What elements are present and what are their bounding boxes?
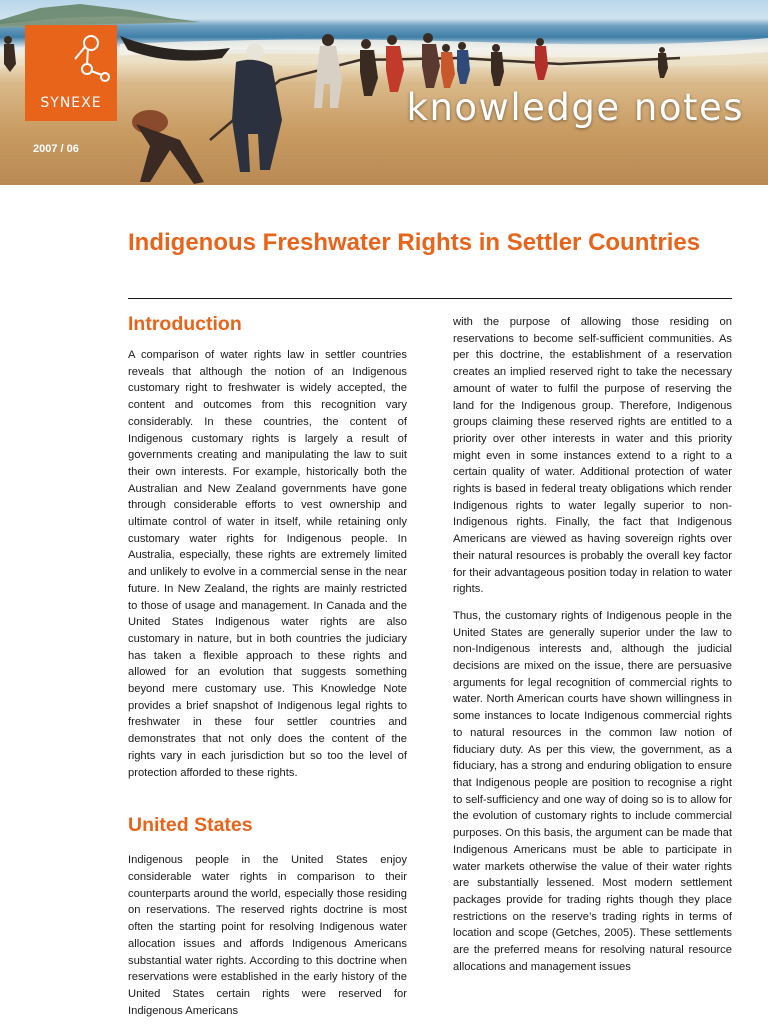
header-banner (0, 0, 768, 185)
synexe-logo (25, 25, 117, 121)
left-column (128, 311, 407, 1029)
united-states-heading: United States (128, 814, 253, 837)
introduction-heading: Introduction (128, 313, 242, 335)
page-title: Indigenous Freshwater Rights in Settler Countries (128, 229, 701, 256)
issue-number: 2007 / 06 (33, 143, 79, 155)
united-states-paragraph-1: Indigenous people in the United States enjoy considerable water rights in comparison to their counterparts around the world, especially those residing on reservations. The reserved rights doctrine is most often the starting point for resolving Indigenous water allocation issues and affords Indigenous Americans substantial water rights. According to this doctrine when reservations were established in the early history of the United States certain rights were reserved for Indigenous Americans (128, 854, 407, 1017)
series-title: knowledge notes (406, 86, 744, 129)
introduction-paragraph: A comparison of water rights law in settler countries reveals that although the notion of an Indigenous customary right to freshwater is widely accepted, the content and outcomes from this recognition vary considerably. In these countries, the content of Indigenous customary rights is largely a result of governments creating and manipulating the law to suit their own interests. For example, historically both the Australian and New Zealand governments have gone through considerable efforts to vest ownership and ultimate control of water in itself, while retaining only customary water rights for Indigenous people. In Australia, especially, these rights are extremely limited and unlikely to evolve in a commercial sense in the near future. In New Zealand, the rights are mainly restricted to those of usage and management. In Canada and the United States Indigenous water rights are also customary in nature, but in both countries the judiciary has taken a flexible approach to these rights and allowed for an evolution that suggests something beyond mere customary use. This Knowledge Note provides a brief snapshot of Indigenous legal rights to freshwater in these four settler countries and demonstrates that not only does the content of the rights vary in each jurisdiction but so too the level of protection afforded to these rights. (128, 349, 407, 779)
united-states-paragraph-1-continued: with the purpose of allowing those residing on reservations to become self-sufficient communities. As per this doctrine, the establishment of a reservation creates an implied reserved right to take the necessary amount of water to fulfil the purpose of reserving the land for the Indigenous group. Therefore, Indigenous groups claiming these reserved rights are entitled to a priority over other interests in water and this priority might even in some instances extend to a right to a certain quality of water. Additional protection of water rights is based in federal treaty obligations which render Indigenous rights to water legally superior to non-Indigenous rights. Finally, the fact that Indigenous Americans are viewed as having sovereign rights over their natural resources is probably the overall key factor for their advantageous position today in relation to water rights. (453, 316, 732, 596)
logo-text: SYNEXE (40, 95, 102, 111)
molecule-icon (25, 25, 117, 95)
united-states-paragraph-2: Thus, the customary rights of Indigenous people in the United States are generally superior under the law to non-Indigenous interests and, although the judicial decisions are mixed on the issue, there are persuasive arguments for legal recognition of commercial rights to water. North American courts have shown willingness in some instances to locate Indigenous commercial rights to natural resources in the common law notion of fiduciary duty. As per this view, the government, as a fiduciary, has a strong and enduring obligation to ensure that Indigenous people are position to recognise a right to self-sufficiency and one way of doing so is to allow for the evolution of customary rights to include commercial purposes. On this basis, the argument can be made that Indigenous Americans must be able to participate in water markets otherwise the value of their water rights are substantially lessened. Most modern settlement packages provide for trading rights though they place restrictions on the reserve’s trading rights in terms of location and scope (Getches, 2005). These settlements are the preferred means for resolving natural resource allocations and management issues (453, 609, 732, 973)
title-divider (128, 298, 732, 299)
right-column (453, 314, 732, 985)
